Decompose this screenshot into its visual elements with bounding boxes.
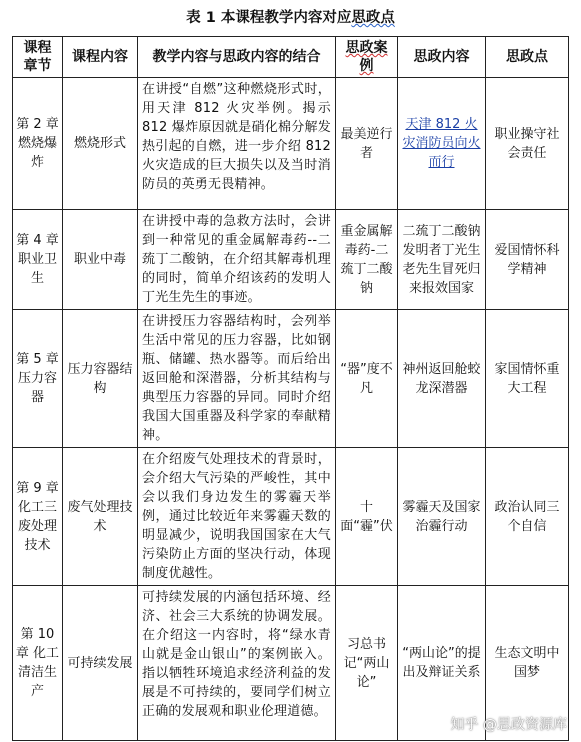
table-title-underlined: 思政点 [351, 10, 395, 26]
header-sizheng: 思政内容 [398, 37, 486, 78]
cell-chapter: 第 5 章 压力容器 [13, 310, 63, 448]
header-content: 课程内容 [63, 37, 138, 78]
cell-sizheng [398, 78, 486, 210]
cell-chapter: 第 10 章 化工清洁生产 [13, 586, 63, 741]
cell-point: 生态文明中国梦 [486, 586, 569, 741]
table-title-prefix: 表 1 本课程教学内容对应 [186, 10, 352, 26]
cell-combination: 在介绍废气处理技术的背景时，会介绍大气污染的严峻性，其中会以我们身边发生的雾霾天举例，通过比较近年来雾霾天数的明显减少，说明我国国家在大气污染防止方面的坚决行动，体现制度优越性。 [138, 448, 336, 586]
cell-chapter: 第 2 章 燃烧爆炸 [13, 78, 63, 210]
cell-case: 最美逆行者 [336, 78, 398, 210]
cell-combination: 可持续发展的内涵包括环境、经济、社会三大系统的协调发展。在介绍这一内容时，将“绿水青山就是金山银山”的案例嵌入。指以牺牲环境追求经济利益的发展是不可持续的，要同学们树立正确的发展观和职业伦理道德。 [138, 586, 336, 741]
cell-point: 爱国情怀科学精神 [486, 210, 569, 310]
cell-combination: 在讲授中毒的急救方法时，会讲到一种常见的重金属解毒药--二巯丁二酸钠，在介绍其解毒机理的同时，简单介绍该药的发明人丁光生先生的事迹。 [138, 210, 336, 310]
cell-content: 压力容器结构 [63, 310, 138, 448]
cell-sizheng-text[interactable]: 天津 812 火灾消防员向火而行 [402, 117, 481, 170]
cell-point: 职业操守社会责任 [486, 78, 569, 210]
cell-combination: 在讲授压力容器结构时，会列举生活中常见的压力容器，比如钢瓶、储罐、热水器等。而后给出返回舱和深潜器，分析其结构与典型压力容器的异同。同时介绍我国大国重器及科学家的奉献精神。 [138, 310, 336, 448]
cell-case: 十面“霾”伏 [336, 448, 398, 586]
cell-content: 燃烧形式 [63, 78, 138, 210]
table-row [13, 310, 569, 448]
header-combination: 教学内容与思政内容的结合 [138, 37, 336, 78]
header-chapter: 课程章节 [13, 37, 63, 78]
header-case [336, 37, 398, 78]
cell-case: “器”度不凡 [336, 310, 398, 448]
cell-content: 可持续发展 [63, 586, 138, 741]
cell-sizheng: 神州返回舱蛟龙深潜器 [398, 310, 486, 448]
cell-content: 职业中毒 [63, 210, 138, 310]
cell-sizheng: 雾霾天及国家治霾行动 [398, 448, 486, 586]
cell-point: 政治认同三个自信 [486, 448, 569, 586]
table-row [13, 448, 569, 586]
course-table [12, 36, 569, 741]
cell-chapter: 第 4 章 职业卫生 [13, 210, 63, 310]
header-row [13, 37, 569, 78]
cell-content: 废气处理技术 [63, 448, 138, 586]
header-case-label: 思政案例 [345, 40, 388, 74]
cell-point: 家国情怀重大工程 [486, 310, 569, 448]
cell-sizheng: 二巯丁二酸钠发明者丁光生老先生冒死归来报效国家 [398, 210, 486, 310]
cell-sizheng: “两山论”的提出及辩证关系 [398, 586, 486, 741]
table-row [13, 78, 569, 210]
watermark: 知乎 @思政资源库 [450, 717, 567, 733]
table-title [0, 6, 581, 27]
cell-case: 习总书记“两山论” [336, 586, 398, 741]
cell-combination: 在讲授“自燃”这种燃烧形式时，用天津 812 火灾举例。揭示 812 爆炸原因就是硝化棉分解发热引起的自燃，进一步介绍 812 火灾造成的巨大损失以及当时消防员的英勇无畏精神。 [138, 78, 336, 210]
cell-chapter: 第 9 章 化工三废处理技术 [13, 448, 63, 586]
header-point: 思政点 [486, 37, 569, 78]
cell-case: 重金属解毒药-二巯丁二酸钠 [336, 210, 398, 310]
table-row [13, 210, 569, 310]
